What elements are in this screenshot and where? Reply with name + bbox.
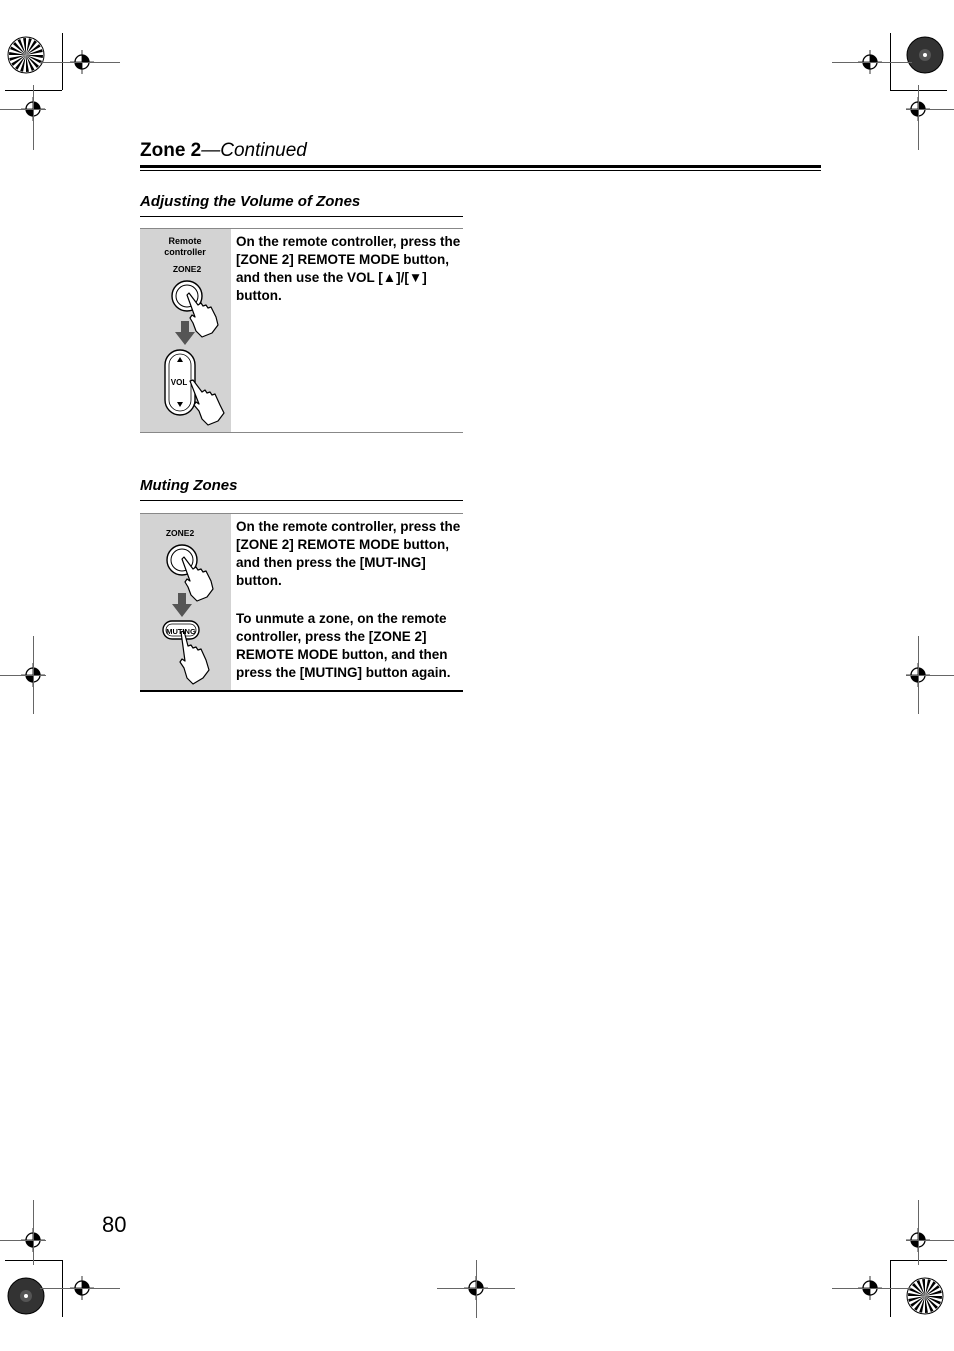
section-rule: [140, 690, 463, 692]
down-arrow-icon: [175, 321, 195, 345]
remote-controller-caption: [155, 236, 215, 258]
instruction-paragraph: On the remote controller, press the [ZONE 2] REMOTE MODE button, and then use the VOL [▲]/[▼] button.: [236, 234, 461, 303]
down-arrow-icon: [172, 593, 192, 617]
continued-label: —Continued: [201, 140, 307, 161]
illustration-panel-muting: [140, 514, 231, 690]
page-title: Zone 2: [140, 140, 202, 161]
starburst-mark-icon: [7, 1277, 45, 1315]
section-rule: [140, 216, 463, 217]
step-instructions-muting: [236, 518, 466, 682]
section-title-muting: Muting Zones: [140, 477, 238, 494]
zone2-label: ZONE2: [165, 528, 195, 538]
section-rule: [140, 432, 463, 433]
page-number: 80: [102, 1212, 127, 1237]
caption-line: controller: [164, 247, 206, 257]
header-rule: [140, 165, 821, 168]
step-instructions-volume: [236, 233, 466, 305]
section-title-volume: Adjusting the Volume of Zones: [140, 193, 361, 210]
section-rule: [140, 500, 463, 501]
instruction-paragraph: To unmute a zone, on the remote controller, press the [ZONE 2] REMOTE MODE button, and then press the [MUTING] button again.: [236, 611, 451, 680]
illustration-panel-volume: [140, 229, 231, 432]
vol-label: VOL: [170, 378, 188, 387]
muting-label: MUTING: [166, 627, 196, 636]
page-header: [140, 140, 307, 162]
starburst-mark-icon: [906, 1277, 944, 1315]
caption-line: Remote: [168, 236, 202, 246]
zone2-label: ZONE2: [172, 264, 202, 274]
header-rule-thin: [140, 170, 821, 171]
starburst-mark-icon: [906, 36, 944, 74]
starburst-mark-icon: [7, 36, 45, 74]
instruction-paragraph: On the remote controller, press the [ZONE 2] REMOTE MODE button, and then press the [MUT-ING] button.: [236, 519, 461, 588]
